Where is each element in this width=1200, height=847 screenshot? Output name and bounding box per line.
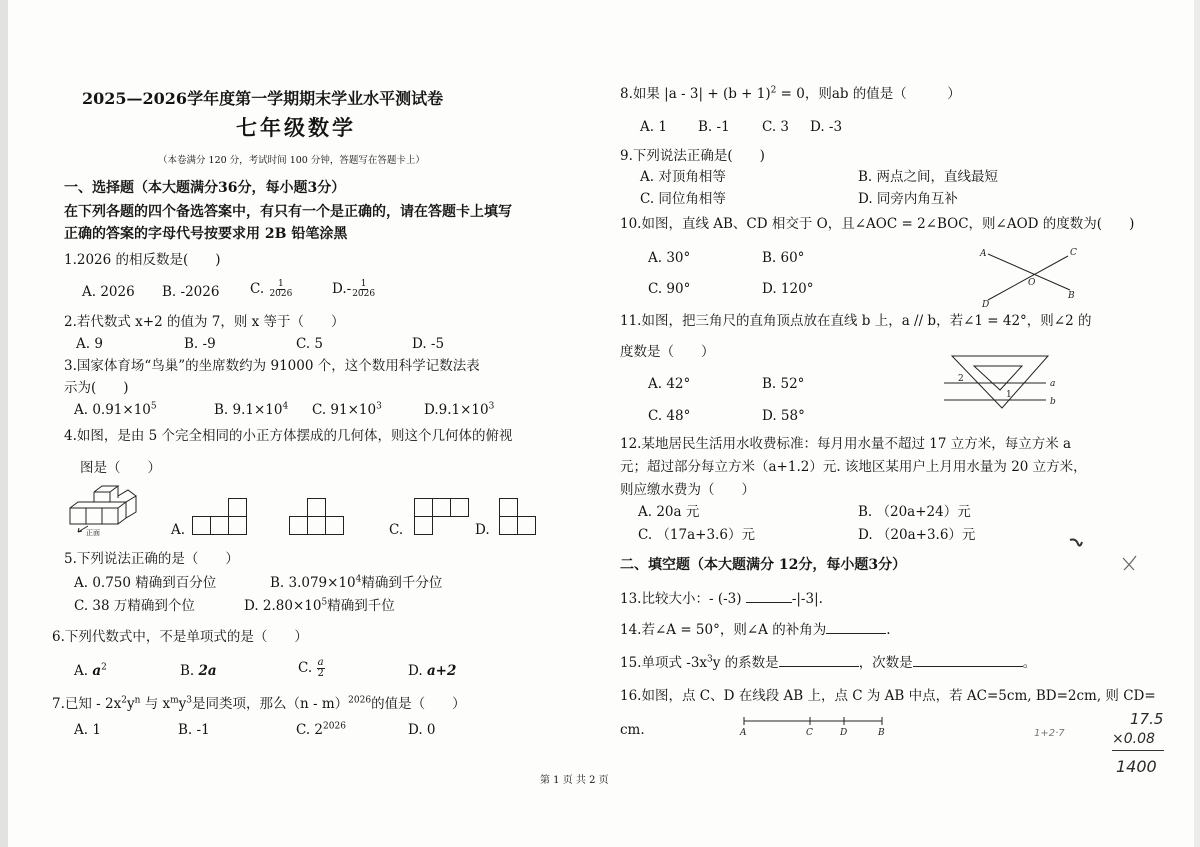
q4-stem-line-2: 图是（ ） (80, 460, 161, 476)
exam-note: （本卷满分 120 分，考试时间 100 分钟，答题写在答题卡上） (158, 155, 425, 166)
exam-subject: 七年级数学 (236, 115, 356, 140)
q14-stem: 14.若∠A = 50°，则∠A 的补角为 . (620, 622, 891, 638)
q6-stem: 6.下列代数式中，不是单项式的是（ ） (52, 629, 308, 645)
q7-option-a: A. 1 (74, 722, 101, 738)
q8-stem: 8.如果 $|a - 3| + (b + 1)^2 = 0$，则ab 的值是（ ） (620, 85, 961, 102)
q7-option-c: C. $2^{2026}$ (296, 721, 346, 738)
q10-label-c: C (1070, 248, 1077, 258)
q16-stem-line-2: cm. (620, 722, 645, 738)
q10-label-d: D (982, 300, 990, 310)
q3-option-b: B. $9.1\times 10^4$ (214, 401, 289, 418)
section-1-heading: 一、选择题（本大题满分36分，每小题3分） (64, 180, 346, 196)
q7-stem: 7.已知 - $2x^2y^n$ 与 $x^my^3$是同类项，那么（n - m）$^{2026}$的值是（ ） (52, 695, 466, 712)
q5-stem: 5.下列说法正确的是（ ） (64, 551, 239, 567)
q11-option-a: A. 42° (648, 376, 691, 392)
q13-answer-blank (746, 591, 792, 603)
q10-option-b: B. 60° (762, 250, 805, 266)
q14-answer-blank (826, 622, 886, 634)
q4-option-b-figure (289, 498, 359, 538)
q11-stem-line-1: 11.如图，把三角尺的直角顶点放在直线 b 上，a // b，若∠1 = 42°，则∠2 的 (620, 313, 1092, 329)
section-1-instruction-2: 正确的答案的字母代号按要求用 2B 铅笔涂黑 (64, 226, 348, 242)
handwriting-scribble: 1+2·7 (1034, 728, 1065, 739)
handwriting-number-2: ×0.08 (1112, 731, 1155, 747)
q4-option-d-figure (499, 498, 539, 538)
pen-mark (1068, 536, 1088, 552)
q15-degree-blank (913, 655, 1023, 667)
q2-option-b: B. -9 (184, 336, 216, 352)
q16-label-c: C (806, 728, 813, 738)
q3-option-c: C. $91\times 10^3$ (312, 401, 382, 418)
q16-segment-figure (738, 712, 888, 738)
q9-option-d: D. 同旁内角互补 (858, 191, 958, 207)
q4-stem-line-1: 4.如图，是由 5 个完全相同的小正方体摆成的几何体，则这个几何体的俯视 (64, 428, 513, 444)
q1-option-d: D.- $\frac{1}{2026}$ (332, 279, 376, 299)
q6-option-d: D. a+2 (408, 663, 457, 679)
q2-option-d: D. -5 (412, 336, 445, 352)
q9-option-b: B. 两点之间，直线最短 (858, 169, 999, 185)
q10-intersecting-lines-figure (976, 246, 1086, 308)
q12-stem-line-1: 12.某地居民生活用水收费标准：每月用水量不超过 17 立方米，每立方米 a (620, 436, 1072, 452)
q12-stem-line-2: 元；超过部分每立方米（a+1.2）元. 该地区某用户上月用水量为 20 立方米， (620, 459, 1087, 475)
q11-option-d: D. 58° (762, 408, 805, 424)
scan-left-edge (0, 0, 8, 847)
q1-stem: 1.2026 的相反数是( ) (64, 252, 221, 268)
q11-label-b: b (1050, 397, 1056, 407)
q3-stem-line-2: 示为( ) (64, 380, 129, 396)
section-1-instruction-1: 在下列各题的四个备选答案中，有只有一个是正确的，请在答题卡上填写 (64, 204, 512, 220)
q5-option-b: B. $3.079\times 10^4$精确到千分位 (270, 574, 443, 591)
q16-stem-line-1: 16.如图，点 C、D 在线段 AB 上，点 C 为 AB 中点，若 AC=5cm, BD=2cm, 则 CD= (620, 688, 1156, 704)
section-2-heading: 二、填空题（本大题满分 12分，每小题3分） (620, 557, 907, 573)
q8-option-a: A. 1 (640, 119, 667, 135)
q7-option-d: D. 0 (408, 722, 436, 738)
q10-label-a: A (980, 249, 987, 259)
page-number: 第 1 页 共 2 页 (540, 775, 609, 786)
q8-option-b: B. -1 (698, 119, 730, 135)
q9-option-a: A. 对顶角相等 (640, 169, 726, 185)
q8-option-c: C. 3 (762, 119, 790, 135)
q4-option-d-label: D. (475, 522, 490, 538)
q12-option-c: C. （17a+3.6）元 (638, 527, 755, 543)
q10-stem: 10.如图，直线 AB、CD 相交于 O，且∠AOC = 2∠BOC，则∠AOD 的度数为( ) (620, 216, 1135, 232)
q3-stem-line-1: 3.国家体育场“鸟巢”的坐席数约为 91000 个，这个数用科学记数法表 (64, 358, 480, 374)
q12-option-b: B. （20a+24）元 (858, 504, 971, 520)
q11-label-1: 1 (1006, 390, 1012, 400)
q12-option-d: D. （20a+3.6）元 (858, 527, 976, 543)
q6-option-b: B. 2a (180, 663, 217, 679)
q10-option-d: D. 120° (762, 281, 814, 297)
q12-option-a: A. 20a 元 (638, 504, 700, 520)
q1-option-b: B. -2026 (162, 284, 220, 300)
q15-coefficient-blank (779, 655, 859, 667)
handwriting-number-3: 1400 (1116, 757, 1157, 776)
exam-title: 2025—2026学年度第一学期期末学业水平测试卷 (82, 89, 444, 108)
q12-stem-line-3: 则应缴水费为（ ） (620, 482, 755, 498)
q15-stem: 15.单项式 $-3x^3y$ 的系数是 ，次数是 。 (620, 654, 1037, 671)
q5-option-c: C. 38 万精确到个位 (74, 598, 195, 614)
q4-option-c-figure (414, 498, 484, 538)
q4-cube-figure (64, 480, 164, 540)
q8-option-d: D. -3 (810, 119, 843, 135)
q11-triangle-ruler-figure (944, 350, 1064, 410)
q10-option-c: C. 90° (648, 281, 691, 297)
q2-stem: 2.若代数式 x+2 的值为 7，则 x 等于（ ） (64, 314, 345, 330)
q6-option-a: A. $a^2$ (74, 662, 107, 679)
q6-option-c: C. $\frac{a}{2}$ (298, 657, 324, 679)
q7-option-b: B. -1 (178, 722, 210, 738)
q10-label-o: O (1028, 278, 1036, 288)
handwriting-line (1112, 750, 1164, 751)
q11-option-b: B. 52° (762, 376, 805, 392)
q11-stem-line-2: 度数是（ ） (620, 344, 715, 360)
q2-option-c: C. 5 (296, 336, 324, 352)
q3-option-a: A. $0.91\times 10^5$ (74, 401, 157, 418)
q10-label-b: B (1068, 291, 1075, 301)
q9-stem: 9.下列说法正确是( ) (620, 148, 765, 164)
q2-option-a: A. 9 (76, 336, 103, 352)
q1-option-c: C. $\frac{1}{2026}$ (250, 279, 293, 299)
pen-mark-x (1120, 554, 1144, 574)
q16-label-a: A (740, 728, 747, 738)
q13-stem: 13.比较大小：- (-3) -|-3|. (620, 591, 823, 607)
q3-option-d: $D.9.1\times 10^3$ (424, 401, 495, 418)
q11-label-2: 2 (958, 374, 964, 384)
q10-option-a: A. 30° (648, 250, 691, 266)
q4-option-c-label: C. (389, 522, 404, 538)
q5-option-d: D. $2.80\times 10^5$精确到千位 (244, 597, 395, 614)
q4-option-a-figure (192, 498, 262, 538)
q4-front-label: 正面 (86, 529, 100, 537)
q5-option-a: A. 0.750 精确到百分位 (74, 575, 217, 591)
q4-option-a-label: A. (171, 522, 186, 538)
q16-label-d: D (840, 728, 848, 738)
q9-option-c: C. 同位角相等 (640, 191, 726, 207)
scan-right-edge (1194, 0, 1200, 847)
q11-label-a: a (1050, 379, 1056, 389)
q16-label-b: B (878, 728, 885, 738)
q11-option-c: C. 48° (648, 408, 691, 424)
q1-option-a: A. 2026 (82, 284, 135, 300)
handwriting-number-1: 17.5 (1130, 710, 1164, 728)
